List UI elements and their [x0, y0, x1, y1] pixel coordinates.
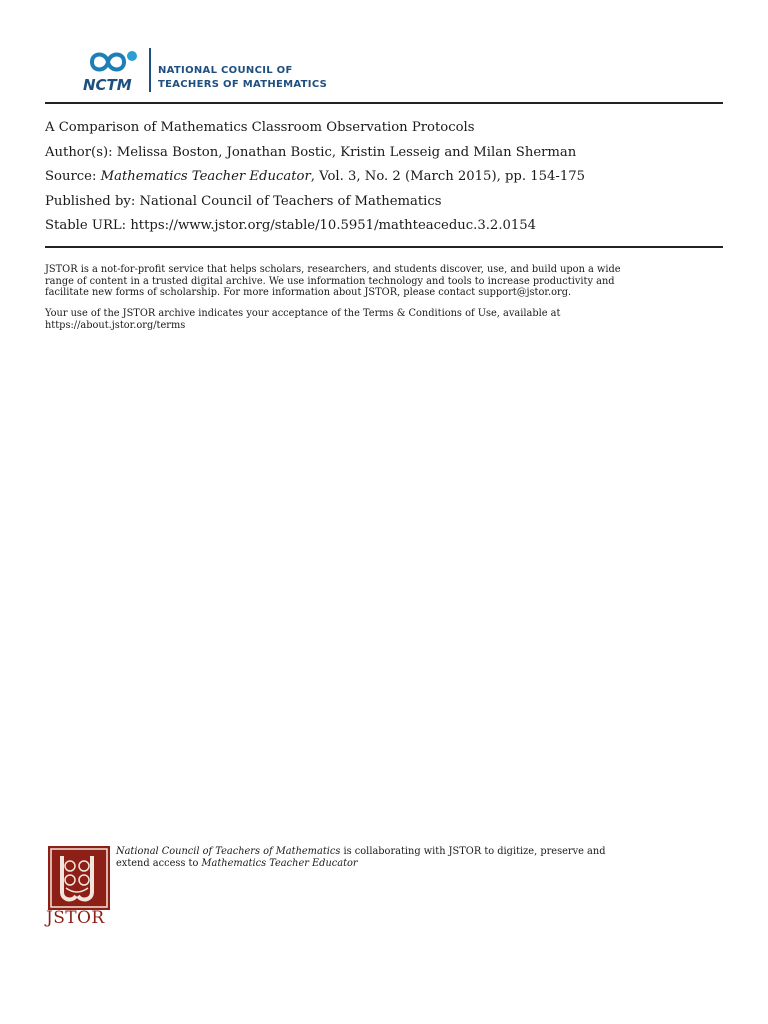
logo-line-2: TEACHERS OF MATHEMATICS — [158, 79, 328, 90]
notice-line: Your use of the JSTOR archive indicates your acceptance of the Terms & Conditions of Use, available at — [45, 308, 561, 319]
collab-line-1 — [116, 846, 716, 858]
top-divider — [45, 102, 723, 104]
middle-divider — [45, 246, 723, 248]
jstor-logo-icon — [48, 846, 110, 910]
publisher-value: National Council of Teachers of Mathematics — [139, 193, 442, 209]
jstor-wordmark: JSTOR — [46, 908, 105, 928]
source-label: Source: — [45, 169, 97, 184]
source-details: , Vol. 3, No. 2 (March 2015), pp. 154-175 — [310, 169, 586, 184]
terms-link[interactable]: https://about.jstor.org/terms — [45, 319, 186, 331]
publisher-label: Published by: — [45, 193, 136, 209]
collab-text: is collaborating with JSTOR to digitize, preserve and — [340, 846, 606, 857]
collab-org: National Council of Teachers of Mathematics — [116, 846, 341, 857]
stable-url-link[interactable]: https://www.jstor.org/stable/10.5951/mathteaceduc.3.2.0154 — [130, 218, 537, 233]
collab-text-2: extend access to — [116, 857, 202, 869]
source-journal: Mathematics Teacher Educator — [100, 169, 311, 184]
collab-journal: Mathematics Teacher Educator — [201, 857, 358, 869]
collaboration-statement — [116, 846, 716, 869]
source-line — [45, 165, 725, 190]
authors-line — [45, 141, 725, 166]
logo-line-1: NATIONAL COUNCIL OF — [158, 65, 293, 76]
nctm-logo-abbrev: NCTM — [83, 76, 132, 94]
nctm-logo-text — [158, 64, 378, 92]
authors-value: Melissa Boston, Jonathan Bostic, Kristin Lesseig and Milan Sherman — [116, 144, 577, 160]
stable-url-line — [45, 214, 725, 239]
authors-label: Author(s): — [45, 144, 113, 160]
jstor-notice — [45, 264, 725, 299]
notice-line: JSTOR is a not-for-profit service that helps scholars, researchers, and students discover, use, and build upon a wide — [45, 264, 621, 275]
article-title: A Comparison of Mathematics Classroom Observation Protocols — [45, 120, 475, 135]
nctm-logo-icon — [82, 46, 144, 94]
logo-divider — [149, 48, 151, 92]
notice-line: facilitate new forms of scholarship. For more information about JSTOR, please contact support@jstor.org. — [45, 287, 572, 299]
article-metadata — [45, 116, 725, 239]
stable-url-label: Stable URL: — [45, 218, 127, 233]
terms-notice — [45, 308, 725, 331]
jstor-emblem — [48, 846, 110, 910]
notice-line: range of content in a trusted digital archive. We use information technology and tools to increase productivity and — [45, 275, 615, 287]
publisher-line — [45, 190, 725, 215]
collab-line-2 — [116, 858, 716, 870]
